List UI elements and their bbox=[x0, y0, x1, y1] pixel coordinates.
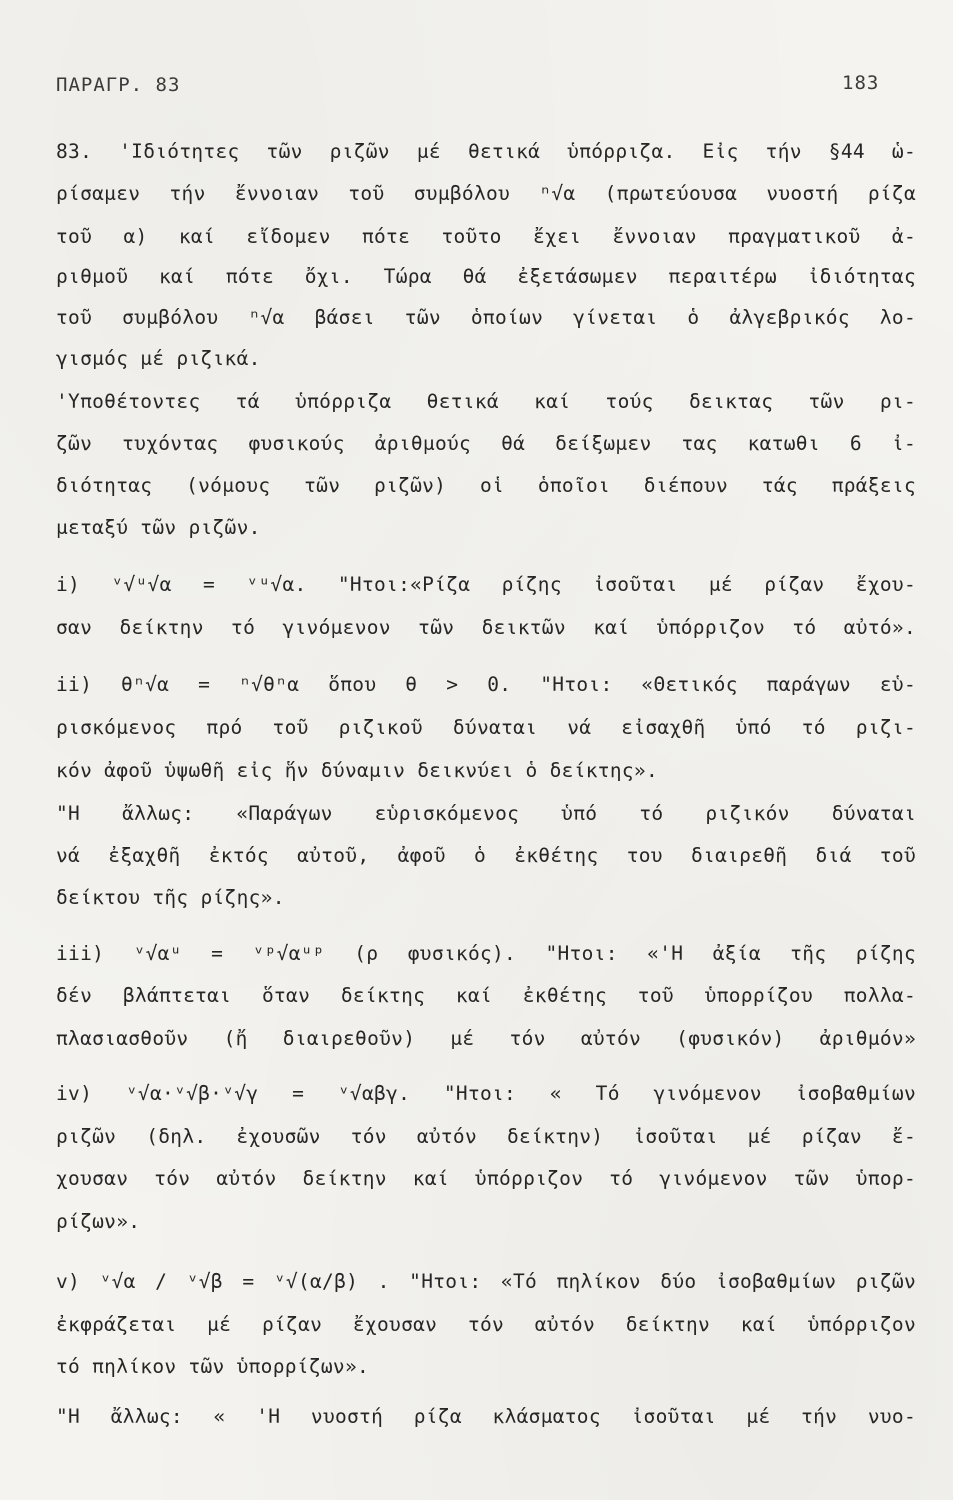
text-line: διότητας (νόμους τῶν ριζῶν) οἱ ὁποῖοι διέπουν τάς πράξεις bbox=[56, 474, 916, 497]
text-line: πλασιασθοῦν (ἤ διαιρεθοῦν) μέ τόν αὐτόν (φυσικόν) ἀριθμόν» bbox=[56, 1027, 916, 1050]
property-v-line: v) ᵛ√α / ᵛ√β = ᵛ√(α/β) . "Ητοι: «Τό πηλίκον δύο ἰσοβαθμίων ριζῶν bbox=[56, 1270, 916, 1293]
text-line: χουσαν τόν αὐτόν δείκτην καί ὑπόρριζον τό γινόμενον τῶν ὑπορ- bbox=[56, 1167, 916, 1190]
text-line: ριζῶν (δηλ. ἐχουσῶν τόν αὐτόν δείκτην) ἰσοῦται μέ ρίζαν ἔ- bbox=[56, 1125, 916, 1148]
text-line: 'Υποθέτοντες τά ὑπόρριζα θετικά καί τούς δεικτας τῶν ρι- bbox=[56, 390, 916, 413]
text-line: δείκτου τῆς ρίζης». bbox=[56, 886, 285, 909]
property-iv-line: iv) ᵛ√α·ᵛ√β·ᵛ√γ = ᵛ√αβγ. "Ητοι: « Τό γινόμενον ἰσοβαθμίων bbox=[56, 1082, 916, 1105]
text-line: ζῶν τυχόντας φυσικούς ἀριθμούς θά δείξωμεν τας κατωθι 6 ἰ- bbox=[56, 432, 916, 455]
text-line: ρισκόμενος πρό τοῦ ριζικοῦ δύναται νά εἰσαχθῆ ὑπό τό ριζι- bbox=[56, 716, 916, 739]
text-line: τό πηλίκον τῶν ὑπορρίζων». bbox=[56, 1355, 370, 1378]
property-ii-line: ii) θⁿ√α = ⁿ√θⁿα ὅπου θ > 0. "Ητοι: «Θετικός παράγων εὑ- bbox=[56, 673, 916, 696]
text-line: ἐκφράζεται μέ ρίζαν ἔχουσαν τόν αὐτόν δείκτην καί ὑπόρριζον bbox=[56, 1313, 916, 1336]
text-line: "Η ἄλλως: « 'Η νυοστή ρίζα κλάσματος ἰσοῦται μέ τήν νυο- bbox=[56, 1405, 916, 1428]
text-line: "Η ἄλλως: «Παράγων εὑρισκόμενος ὑπό τό ριζικόν δύναται bbox=[56, 802, 916, 825]
text-line: γισμός μέ ριζικά. bbox=[56, 347, 261, 370]
text-line: ριθμοῦ καί πότε ὄχι. Τώρα θά ἐξετάσωμεν περαιτέρω ἰδιότητας bbox=[56, 265, 916, 288]
text-line: 83. 'Ιδιότητες τῶν ριζῶν μέ θετικά ὑπόρριζα. Εἰς τήν §44 ὡ- bbox=[56, 140, 916, 163]
text-line: σαν δείκτην τό γινόμενον τῶν δεικτῶν καί ὑπόρριζον τό αὐτό». bbox=[56, 616, 916, 639]
text-line: τοῦ α) καί εἴδομεν πότε τοῦτο ἔχει ἔννοιαν πραγματικοῦ ἀ- bbox=[56, 225, 916, 248]
text-line: τοῦ συμβόλου ⁿ√α βάσει τῶν ὁποίων γίνεται ὁ ἀλγεβρικός λο- bbox=[56, 306, 916, 329]
section-header: ΠΑΡΑΓΡ. 83 bbox=[56, 74, 181, 96]
property-i-line: i) ᵛ√ᵘ√α = ᵛᵘ√α. "Ητοι:«Ρίζα ρίζης ἰσοῦται μέ ρίζαν ἔχου- bbox=[56, 573, 916, 596]
text-line: ρίσαμεν τήν ἔννοιαν τοῦ συμβόλου ⁿ√α (πρωτεύουσα νυοστή ρίζα bbox=[56, 182, 916, 205]
text-line: δέν βλάπτεται ὅταν δείκτης καί ἐκθέτης τοῦ ὑπορρίζου πολλα- bbox=[56, 984, 916, 1007]
property-iii-line: iii) ᵛ√αᵘ = ᵛᵖ√αᵘᵖ (ρ φυσικός). "Ητοι: «'Η ἀξία τῆς ρίζης bbox=[56, 942, 916, 965]
text-line: κόν ἀφοῦ ὑψωθῆ εἰς ἥν δύναμιν δεικνύει ὁ δείκτης». bbox=[56, 759, 658, 782]
text-line: μεταξύ τῶν ριζῶν. bbox=[56, 516, 261, 539]
text-line: νά ἐξαχθῆ ἐκτός αὐτοῦ, ἀφοῦ ὁ ἐκθέτης του διαιρεθῆ διά τοῦ bbox=[56, 844, 916, 867]
text-line: ρίζων». bbox=[56, 1210, 141, 1233]
page-number: 183 bbox=[842, 72, 880, 94]
